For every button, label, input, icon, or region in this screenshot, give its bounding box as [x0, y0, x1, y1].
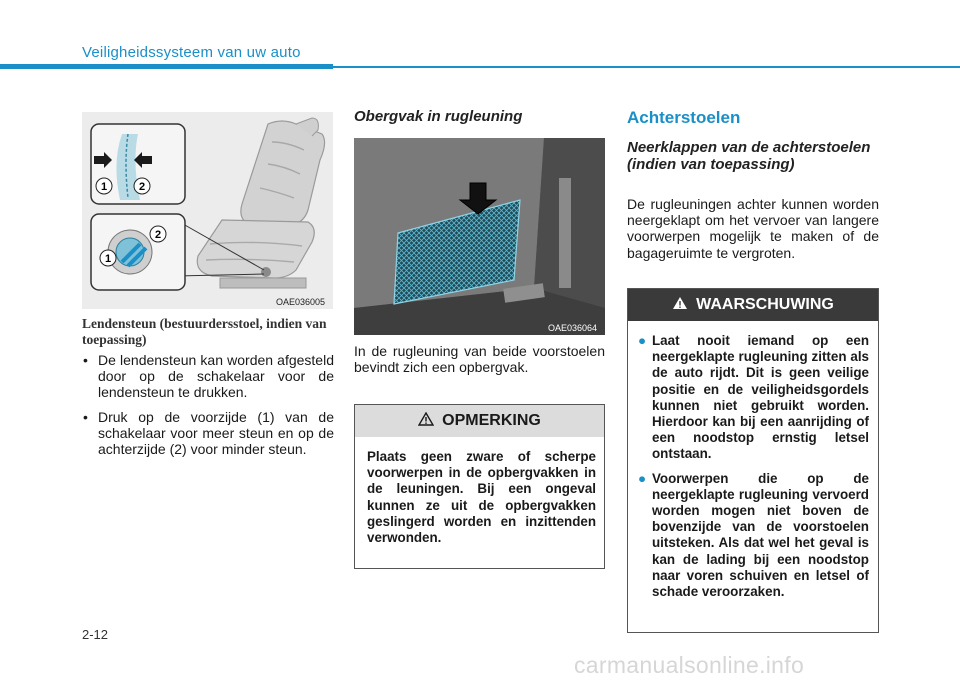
rear-seats-heading: Achterstoelen	[627, 108, 741, 127]
warning-box	[627, 288, 879, 633]
label-1: 1	[100, 181, 108, 193]
bullet-icon: ●	[638, 333, 647, 348]
notice-box	[354, 404, 605, 569]
lumbar-heading: Lendensteun (bestuurdersstoel, indien van toepassing)	[82, 316, 327, 347]
list-item: • De lendensteun kan worden afgesteld door op de schakelaar voor de lendensteun te drukken.	[82, 352, 334, 401]
watermark: carmanualsonline.info	[574, 652, 805, 678]
label-2: 2	[138, 181, 146, 193]
warning-triangle-icon	[418, 412, 434, 431]
seatback-pocket-illustration	[354, 138, 605, 335]
notice-header	[355, 405, 604, 437]
warning-title: WAARSCHUWING	[696, 296, 834, 313]
image-code-2: OAE036064	[548, 323, 598, 333]
notice-text: Plaats geen zware of scherpe voorwerpen in de opbergvakken in de leuningen. Bij een ongeval kunnen ze uit de opbergvakken geslingerd worden en inzittenden verwonden.	[367, 449, 596, 546]
storage-paragraph: In de rugleuning van beide voorstoelen bevindt zich een opbergvak.	[354, 343, 605, 376]
rear-seats-paragraph: De rugleuningen achter kunnen worden neergeklapt om het vervoer van langere voorwerpen mogelijk te maken of de bagageruimte te vergroten.	[627, 196, 879, 261]
notice-title: OPMERKING	[442, 412, 541, 429]
svg-text:1: 1	[104, 253, 112, 265]
lumbar-support-illustration	[82, 112, 333, 309]
bullet-icon: ●	[638, 470, 647, 486]
section-title: Veiligheidssysteem van uw auto	[82, 44, 301, 61]
svg-text:2: 2	[154, 229, 162, 241]
header-rule	[0, 64, 960, 68]
storage-heading: Obergvak in rugleuning	[354, 108, 523, 125]
lumbar-bullets	[82, 352, 334, 465]
image-code-1: OAE036005	[276, 297, 326, 307]
warning-header	[628, 289, 878, 321]
list-item: • Druk op de voorzijde (1) van de schakelaar voor meer steun en op de achterzijde (2) voor minder steun.	[82, 409, 334, 458]
warning-triangle-icon	[672, 296, 688, 315]
warning-item: ● Voorwerpen die op de neergeklapte rugleuning vervoerd worden mogen niet boven de bovenzijde van de voorstoelen uitsteken. Als dat wel het geval is kan de lading bij een noodstop naar voren schuiven en letsel of schade veroorzaken.	[638, 470, 869, 600]
warning-item: ● Laat nooit iemand op een neergeklapte rugleuning zitten als de auto rijdt. Dit is geen veilige positie en de veiligheidsgordels kunnen niet gebruikt worden. Hierdoor kan bij een aanrijding of een noodstop ernstig letsel ontstaan.	[638, 333, 869, 462]
fold-rear-seats-subheading: Neerklappen van de achterstoelen (indien van toepassing)	[627, 139, 871, 173]
page-number: 2-12	[82, 627, 109, 642]
